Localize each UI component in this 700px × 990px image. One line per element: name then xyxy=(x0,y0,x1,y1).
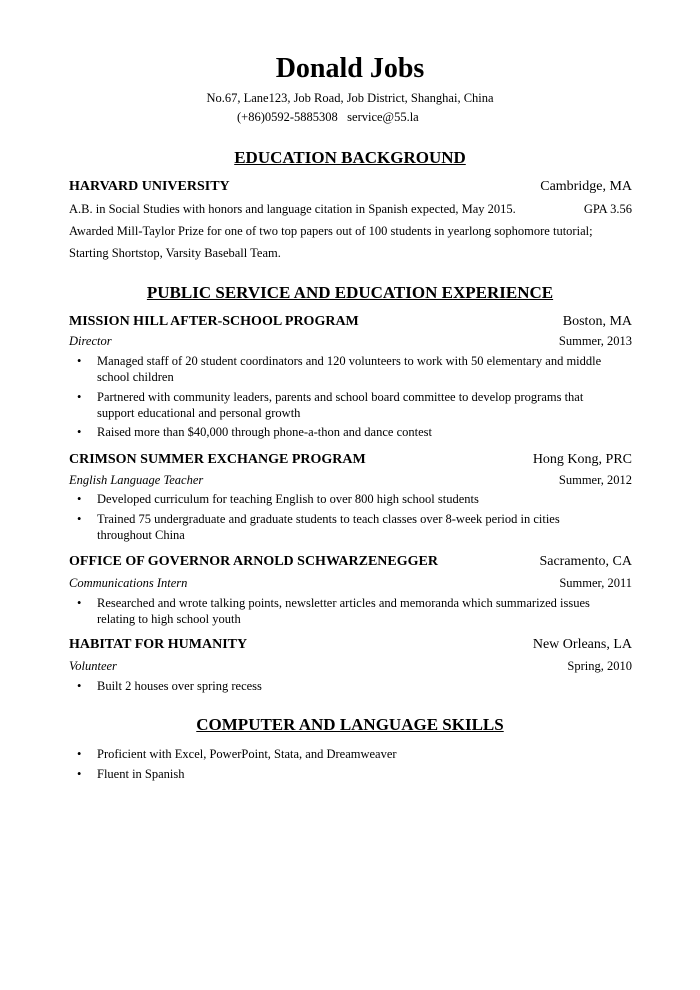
experience-header-row xyxy=(69,451,632,469)
address-line: No.67, Lane123, Job Road, Job District, Shanghai, China xyxy=(206,91,494,105)
experience-role-row xyxy=(69,332,632,350)
degree-text: A.B. in Social Studies with honors and language citation in Spanish expected, May 2015. xyxy=(69,202,516,216)
bullet-list xyxy=(69,491,609,546)
organization-name: MISSION HILL AFTER-SCHOOL PROGRAM xyxy=(69,314,359,329)
school-name: HARVARD UNIVERSITY xyxy=(69,179,230,194)
education-header-row xyxy=(69,178,632,196)
section-title-education: EDUCATION BACKGROUND xyxy=(234,148,466,167)
organization-location: Boston, MA xyxy=(562,314,632,329)
experience-role-row xyxy=(69,574,632,592)
skills-bullet-list xyxy=(69,746,609,785)
bullet-list xyxy=(69,595,609,631)
bullet-item: • Proficient with Excel, PowerPoint, Stata, and Dreamweaver xyxy=(69,746,609,762)
section-title-skills: COMPUTER AND LANGUAGE SKILLS xyxy=(196,715,504,734)
bullet-item: • Researched and wrote talking points, newsletter articles and memoranda which summarized issues relating to high school youth xyxy=(69,595,609,627)
gpa-text: GPA 3.56 xyxy=(583,202,632,216)
organization-location: Sacramento, CA xyxy=(539,554,632,569)
role-date: Spring, 2010 xyxy=(567,659,632,673)
bullet-item: • Trained 75 undergraduate and graduate students to teach classes over 8-week period in cities throughout China xyxy=(69,511,609,543)
experience-header-row xyxy=(69,313,632,331)
role-date: Summer, 2013 xyxy=(558,334,632,348)
experience-role-row xyxy=(69,657,632,675)
bullet-item: • Raised more than $40,000 through phone-a-thon and dance contest xyxy=(69,424,609,440)
contact-line: (+86)0592-5885308 service@55.la xyxy=(237,110,419,124)
organization-location: New Orleans, LA xyxy=(532,637,632,652)
role-title: Volunteer xyxy=(69,659,117,673)
bullet-item: • Built 2 houses over spring recess xyxy=(69,678,609,694)
role-title: Director xyxy=(69,334,112,348)
bullet-item: • Managed staff of 20 student coordinators and 120 volunteers to work with 50 elementary and middle school children xyxy=(69,353,609,385)
bullet-item: • Partnered with community leaders, parents and school board committee to develop programs that support educational and personal growth xyxy=(69,389,609,421)
experience-header-row xyxy=(69,636,632,654)
bullet-list xyxy=(69,678,609,698)
organization-location: Hong Kong, PRC xyxy=(532,452,632,467)
degree-line xyxy=(69,201,632,217)
bullet-list xyxy=(69,353,609,444)
role-date: Summer, 2011 xyxy=(559,576,632,590)
experience-header-row xyxy=(69,553,632,571)
role-title: Communications Intern xyxy=(69,576,188,590)
resume-name: Donald Jobs xyxy=(275,53,425,84)
role-title: English Language Teacher xyxy=(69,473,204,487)
bullet-item: • Developed curriculum for teaching English to over 800 high school students xyxy=(69,491,609,507)
section-title-experience: PUBLIC SERVICE AND EDUCATION EXPERIENCE xyxy=(146,283,554,302)
experience-role-row xyxy=(69,471,632,489)
school-location: Cambridge, MA xyxy=(540,179,632,194)
activities-line: Starting Shortstop, Varsity Baseball Team. xyxy=(69,246,281,260)
role-date: Summer, 2012 xyxy=(558,473,632,487)
organization-name: CRIMSON SUMMER EXCHANGE PROGRAM xyxy=(69,452,366,467)
award-line: Awarded Mill-Taylor Prize for one of two top papers out of 100 students in yearlong sophomore tutorial; xyxy=(69,224,593,238)
organization-name: OFFICE OF GOVERNOR ARNOLD SCHWARZENEGGER xyxy=(69,554,438,569)
organization-name: HABITAT FOR HUMANITY xyxy=(69,637,248,652)
bullet-item: • Fluent in Spanish xyxy=(69,766,609,782)
